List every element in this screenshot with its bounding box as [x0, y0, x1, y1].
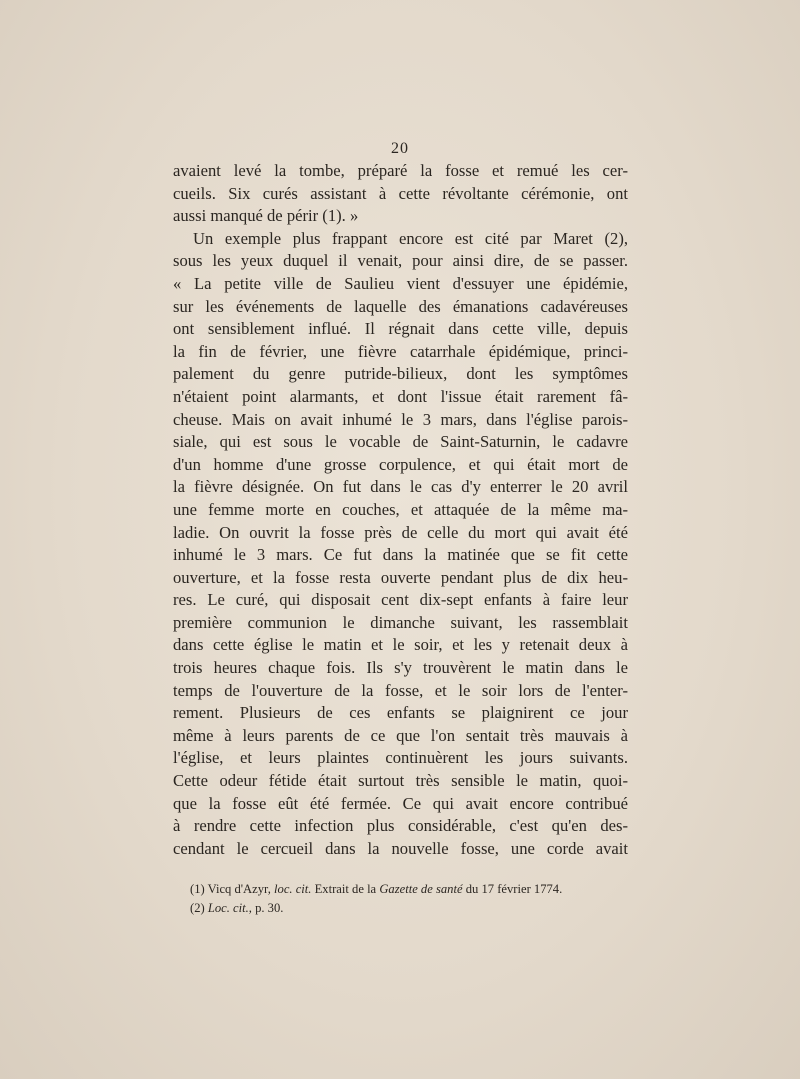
text-line: res. Le curé, qui disposait cent dix-sept enfants à faire leur — [173, 590, 628, 610]
text-line: ladie. On ouvrit la fosse près de celle du mort qui avait été — [173, 522, 628, 542]
footnote-marker: (2) — [190, 901, 205, 915]
text-line: avaient levé la tombe, préparé la fosse et remué les cer- — [173, 161, 628, 180]
text-line: sous les yeux duquel il venait, pour ainsi dire, de se passer. — [173, 251, 628, 271]
footnote-text: Extrait de la — [314, 882, 377, 896]
text-line: dans cette église le matin et le soir, et les y retenait deux à — [173, 635, 628, 655]
text-line: inhumé le 3 mars. Ce fut dans la matinée que se fit cette — [173, 545, 628, 565]
text-line: ouverture, et la fosse resta ouverte pendant plus de dix heu- — [173, 567, 628, 587]
page-number: 20 — [391, 140, 409, 157]
text-line: l'église, et leurs plaintes continuèrent les jours suivants. — [173, 748, 628, 768]
footnote-author: Vicq d'Azyr, — [207, 882, 271, 896]
footnotes — [190, 880, 630, 918]
text-line: palement du genre putride-bilieux, dont les symptômes — [173, 364, 628, 384]
footnote-reference: loc. cit. — [274, 882, 312, 896]
text-line: une femme morte en couches, et attaquée de la même ma- — [173, 499, 628, 519]
footnote-text: du 17 février 1774. — [465, 882, 563, 896]
text-line: la fin de février, une fièvre catarrhale épidémique, princi- — [173, 341, 628, 361]
text-line: cheuse. Mais on avait inhumé le 3 mars, dans l'église parois- — [173, 409, 628, 429]
text-line: Un exemple plus frappant encore est cité par Maret (2), — [193, 228, 628, 248]
footnote-1 — [190, 880, 630, 899]
text-line: que la fosse eût été fermée. Ce qui avait encore contribué — [173, 793, 628, 813]
text-line: siale, qui est sous le vocable de Saint-Saturnin, le cadavre — [173, 432, 628, 452]
text-line: sur les événements de laquelle des émanations cadavéreuses — [173, 296, 628, 316]
text-line: aussi manqué de périr (1). » — [173, 206, 359, 226]
text-line: d'un homme d'une grosse corpulence, et qui était mort de — [173, 454, 628, 474]
text-line: rement. Plusieurs de ces enfants se plaignirent ce jour — [173, 703, 628, 723]
text-line: ont sensiblement influé. Il régnait dans cette ville, depuis — [173, 319, 628, 339]
text-line: cueils. Six curés assistant à cette révoltante cérémonie, ont — [173, 183, 628, 203]
text-line: n'étaient point alarmants, et dont l'issue était rarement fâ- — [173, 386, 628, 406]
text-line: même à leurs parents de ce que l'on sentait très mauvais à — [173, 725, 628, 745]
body-text — [173, 160, 628, 860]
footnote-marker: (1) — [190, 882, 205, 896]
text-line: Cette odeur fétide était surtout très sensible le matin, quoi- — [173, 771, 628, 791]
text-line: cendant le cercueil dans la nouvelle fosse, une corde avait — [173, 838, 628, 858]
footnote-reference: Loc. cit., — [207, 901, 252, 915]
text-line: première communion le dimanche suivant, les rassemblait — [173, 612, 628, 632]
text-line: la fièvre désignée. On fut dans le cas d'y enterrer le 20 avril — [173, 477, 628, 497]
text-line: trois heures chaque fois. Ils s'y trouvèrent le matin dans le — [173, 658, 628, 678]
text-line: « La petite ville de Saulieu vient d'essuyer une épidémie, — [173, 273, 628, 293]
footnote-journal: Gazette de santé — [379, 882, 463, 896]
footnote-2 — [190, 899, 630, 918]
text-line: temps de l'ouverture de la fosse, et le soir lors de l'enter- — [173, 680, 628, 700]
footnote-text: p. 30. — [255, 901, 284, 915]
text-line: à rendre cette infection plus considérable, c'est qu'en des- — [173, 816, 628, 836]
